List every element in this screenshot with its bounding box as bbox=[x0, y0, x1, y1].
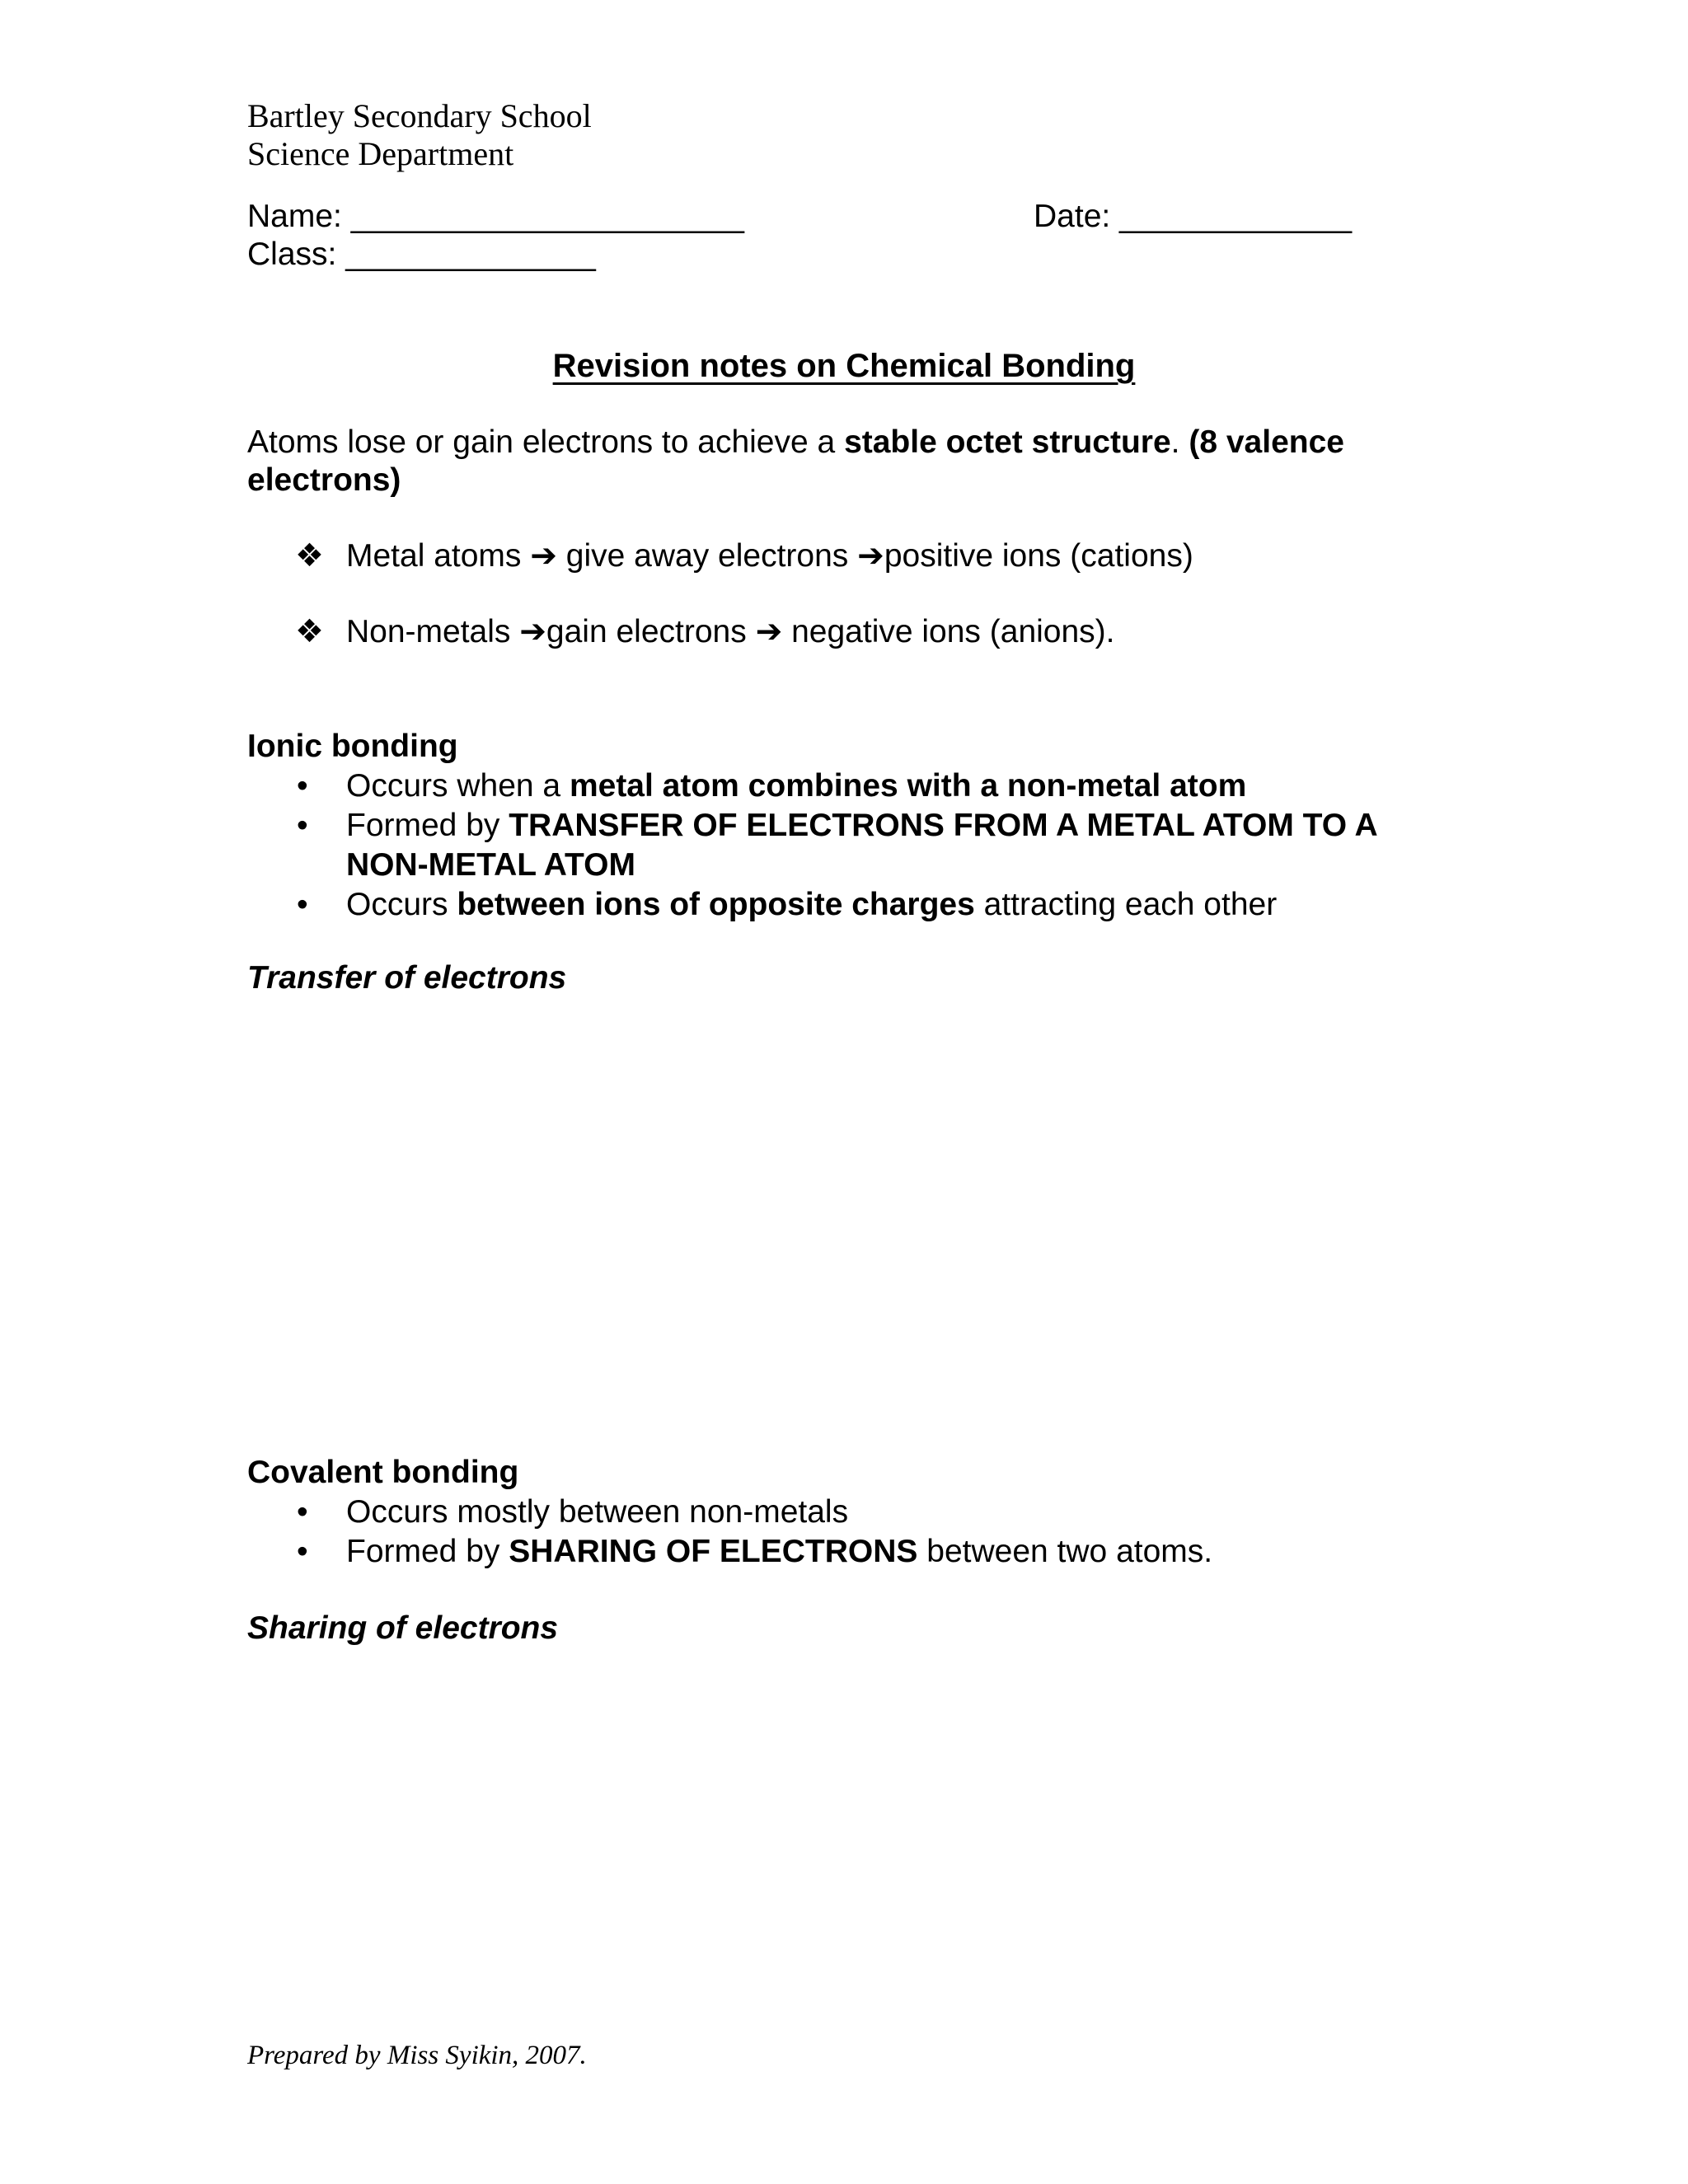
ion-point-text: Metal atoms bbox=[346, 538, 531, 574]
school-name: Bartley Secondary School bbox=[247, 97, 592, 134]
arrow-right-icon: ➔ bbox=[530, 538, 557, 574]
ionic-bonding-list bbox=[297, 766, 1467, 925]
list-item-bold: TRANSFER OF ELECTRONS FROM A METAL ATOM TO A NON-METAL ATOM bbox=[346, 808, 1377, 883]
ion-point-text: Non-metals bbox=[346, 614, 520, 649]
class-field: Class: ______________ bbox=[247, 237, 596, 272]
page-title: Revision notes on Chemical Bonding bbox=[552, 348, 1136, 384]
ion-point-nonmetal bbox=[295, 613, 1115, 651]
list-item-text: between two atoms. bbox=[917, 1534, 1213, 1569]
intro-text-2: . bbox=[1170, 424, 1189, 460]
ion-point-text: give away electrons bbox=[556, 538, 858, 574]
list-item-text: attracting each other bbox=[974, 887, 1278, 922]
list-item-text: Occurs mostly between non-metals bbox=[346, 1494, 849, 1530]
arrow-right-icon: ➔ bbox=[755, 614, 783, 649]
list-item bbox=[297, 1532, 1467, 1572]
list-item-bold: SHARING OF ELECTRONS bbox=[509, 1534, 918, 1569]
bullet-icon: • bbox=[297, 768, 308, 804]
ionic-bonding-heading: Ionic bonding bbox=[247, 729, 458, 764]
arrow-right-icon: ➔ bbox=[519, 614, 546, 649]
name-field: Name: ______________________ bbox=[247, 199, 744, 234]
list-item-text: Formed by bbox=[346, 1534, 509, 1569]
ion-point-metal bbox=[295, 537, 1193, 575]
transfer-of-electrons-heading: Transfer of electrons bbox=[247, 960, 567, 996]
arrow-right-icon: ➔ bbox=[857, 538, 884, 574]
intro-bold-1: stable octet structure bbox=[844, 424, 1171, 460]
list-item bbox=[297, 885, 1467, 925]
intro-bold-2: (8 valence electrons) bbox=[247, 424, 1344, 498]
ion-point-text: gain electrons bbox=[546, 614, 756, 649]
bullet-icon: • bbox=[297, 1494, 308, 1530]
bullet-icon: • bbox=[297, 808, 308, 843]
covalent-bonding-heading: Covalent bonding bbox=[247, 1455, 519, 1490]
list-item-text: Formed by bbox=[346, 808, 509, 843]
intro-text-1: Atoms lose or gain electrons to achieve a bbox=[247, 424, 845, 460]
list-item bbox=[297, 806, 1467, 885]
list-item bbox=[297, 1493, 1467, 1532]
bullet-icon: • bbox=[297, 1534, 308, 1569]
diamond-bullet-icon: ❖ bbox=[295, 614, 324, 649]
list-item-text: Occurs when a bbox=[346, 768, 570, 804]
footer-credit: Prepared by Miss Syikin, 2007. bbox=[247, 2041, 587, 2070]
intro-paragraph bbox=[247, 424, 1451, 499]
department-name: Science Department bbox=[247, 135, 514, 172]
list-item-bold: between ions of opposite charges bbox=[457, 887, 975, 922]
diamond-bullet-icon: ❖ bbox=[295, 538, 324, 574]
bullet-icon: • bbox=[297, 887, 308, 922]
list-item-text: Occurs bbox=[346, 887, 457, 922]
list-item bbox=[297, 766, 1467, 806]
list-item-bold: metal atom combines with a non-metal atom bbox=[569, 768, 1247, 804]
ion-point-text: negative ions (anions). bbox=[782, 614, 1115, 649]
date-field: Date: _____________ bbox=[1034, 199, 1353, 234]
sharing-of-electrons-heading: Sharing of electrons bbox=[247, 1610, 559, 1646]
covalent-bonding-list bbox=[297, 1493, 1467, 1572]
ion-point-text: positive ions (cations) bbox=[884, 538, 1193, 574]
